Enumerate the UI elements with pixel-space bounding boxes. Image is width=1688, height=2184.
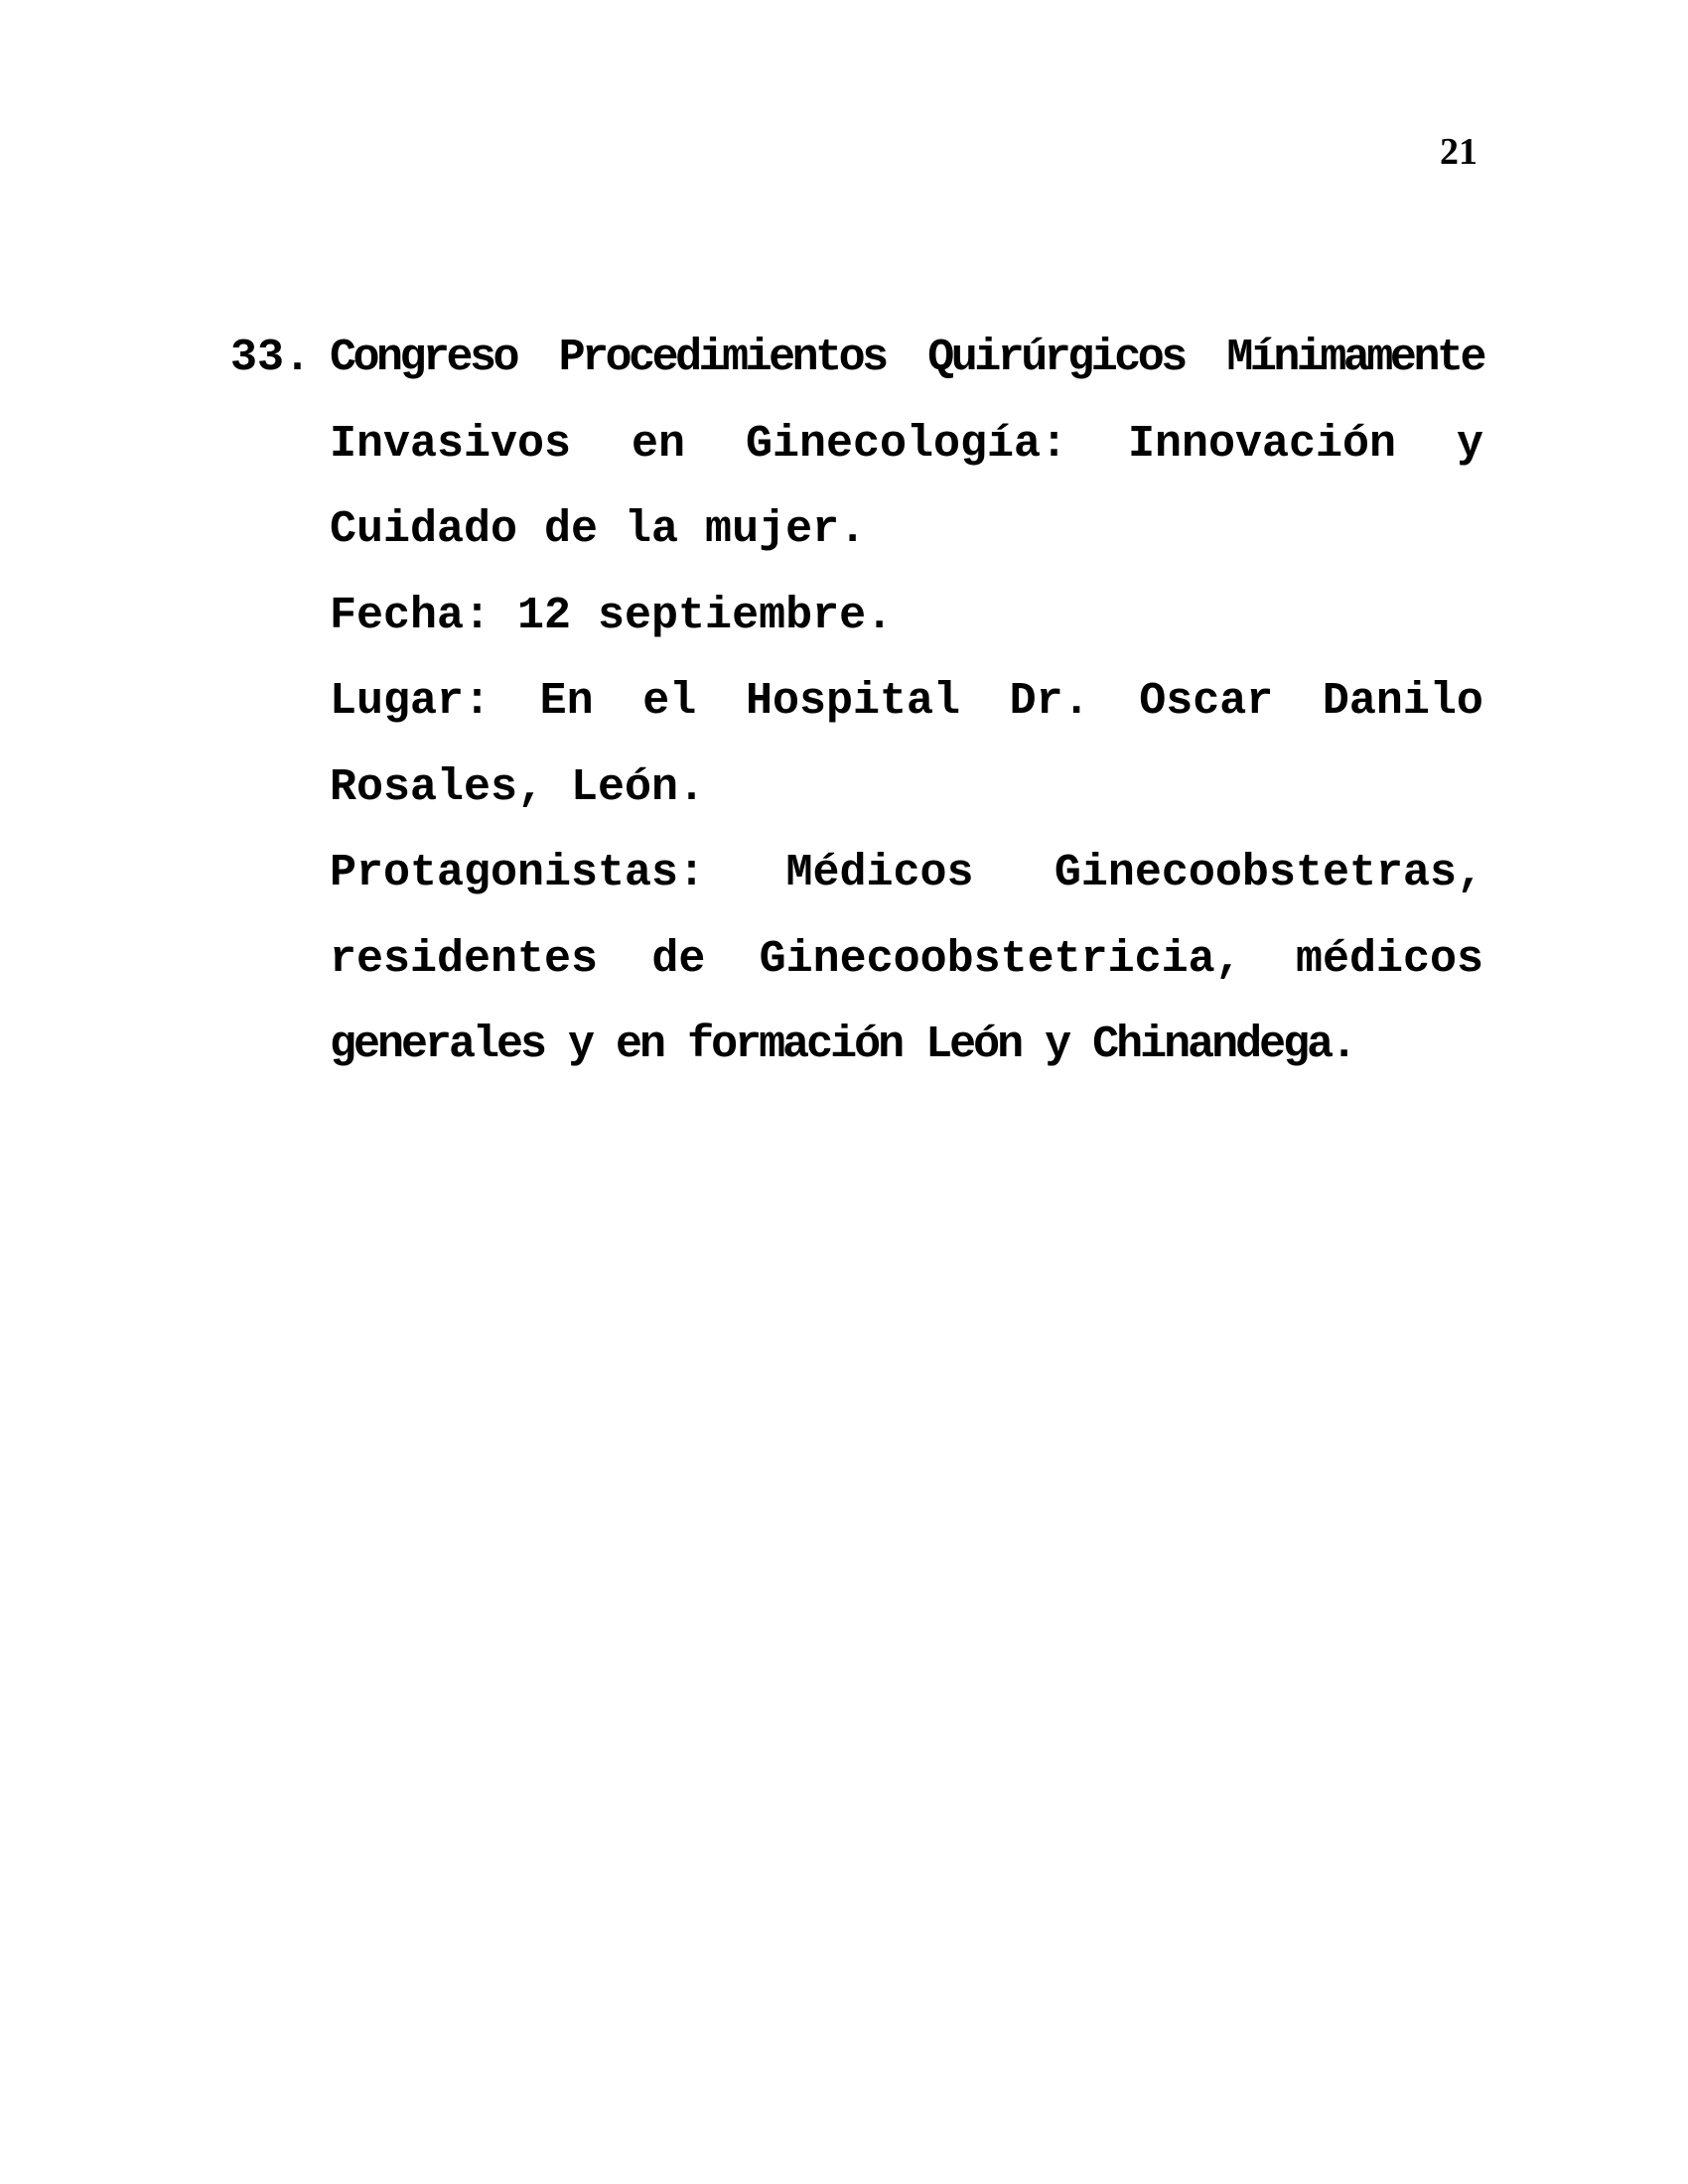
participants-line-1 — [330, 831, 1483, 917]
date-line: Fecha: 12 septiembre. — [330, 590, 894, 641]
participants-word: médicos — [1295, 933, 1483, 985]
participants-word: Ginecoobstetricia, — [759, 933, 1242, 985]
title-word: Procedimientos — [558, 333, 886, 383]
page-number: 21 — [1440, 131, 1477, 173]
place-word: Dr. — [1009, 676, 1090, 727]
participants-line-3: generales y en formación León y Chinandega. — [330, 1020, 1355, 1070]
participants-word: de — [651, 933, 706, 985]
place-word: el — [642, 676, 697, 727]
title-line-2 — [330, 402, 1483, 488]
title-word: Innovación — [1127, 418, 1397, 470]
title-word: Quirúrgicos — [927, 333, 1185, 383]
place-word: Lugar: — [330, 676, 492, 727]
title-word: y — [1456, 418, 1483, 470]
title-word: Ginecología: — [745, 418, 1068, 470]
list-item — [230, 316, 1483, 1089]
participants-line-2 — [330, 917, 1483, 1004]
participants-word: Protagonistas: — [330, 848, 706, 898]
title-word: Invasivos — [330, 418, 572, 470]
title-word: Mínimamente — [1226, 333, 1483, 383]
place-word: Oscar — [1139, 676, 1274, 727]
place-word: Hospital — [745, 676, 960, 727]
place-line-1 — [330, 659, 1483, 746]
participants-word: residentes — [330, 933, 599, 985]
item-body — [330, 316, 1483, 1089]
participants-word: Médicos — [785, 848, 974, 898]
participants-word: Ginecoobstetras, — [1054, 848, 1483, 898]
place-word: En — [539, 676, 594, 727]
place-word: Danilo — [1322, 676, 1483, 727]
title-word: en — [632, 418, 686, 470]
place-line-2: Rosales, León. — [330, 761, 706, 813]
title-line-3: Cuidado de la mujer. — [330, 504, 867, 555]
title-word: Congreso — [330, 333, 517, 383]
item-number: 33. — [230, 333, 312, 383]
title-line-1 — [330, 316, 1483, 402]
